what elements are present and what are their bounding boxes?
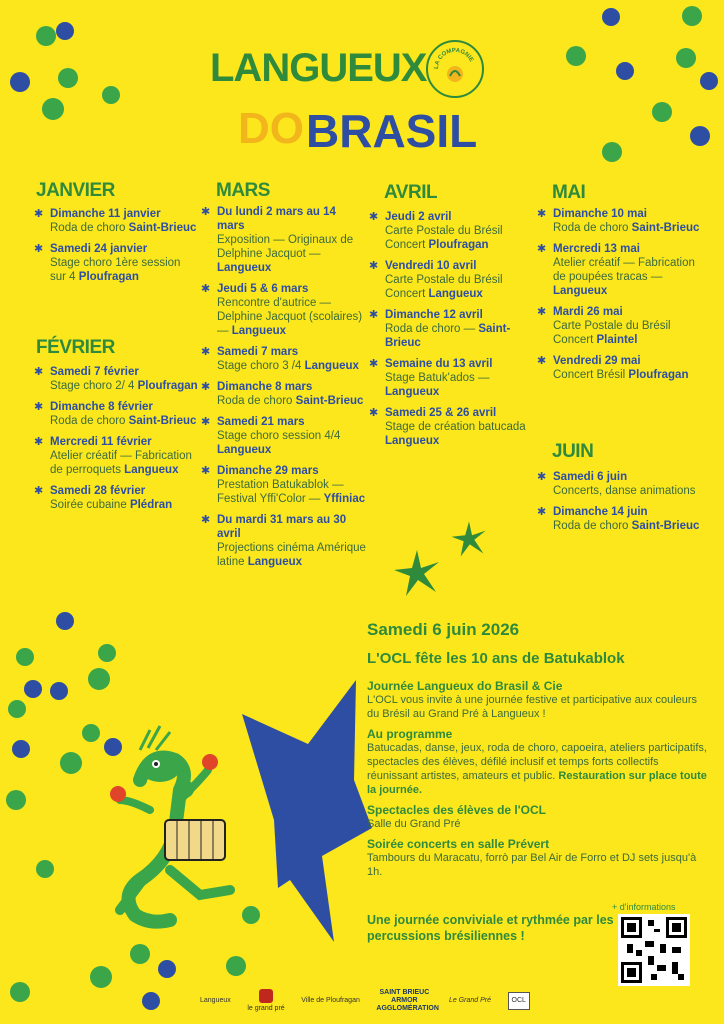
bullet-star-icon: ✱ — [369, 211, 379, 223]
event-description: Exposition — Originaux de Delphine Jacquot — — [217, 234, 354, 260]
event-item — [537, 207, 702, 235]
bullet-star-icon: ✱ — [537, 471, 547, 483]
event-place: Saint-Brieuc — [631, 520, 700, 532]
event-date: Vendredi 29 mai — [553, 355, 641, 367]
event-item — [537, 305, 702, 347]
event-place: Langueux — [385, 386, 440, 398]
event-description: Roda de choro — [553, 222, 629, 234]
event-item — [369, 406, 534, 448]
logo-ocl: OCL — [508, 992, 530, 1010]
event-date: Vendredi 10 avril — [385, 260, 477, 272]
bullet-star-icon: ✱ — [201, 381, 211, 393]
logo-le-grand-pre-red: le grand pré — [247, 989, 284, 1013]
info-heading-soiree: Soirée concerts en salle Prévert — [367, 837, 550, 851]
info-text-soiree: Tambours du Maracatu, forrò par Bel Air de Forro et DJ sets jusqu'à 1h. — [367, 852, 697, 878]
events-mars — [201, 205, 366, 576]
events-janvier — [34, 207, 199, 291]
event-item — [34, 400, 199, 428]
event-description: Prestation Batukablok — Festival Yffi'Color — — [217, 479, 344, 505]
event-date: Semaine du 13 avril — [385, 358, 493, 370]
bullet-star-icon: ✱ — [34, 366, 44, 378]
event-place: Saint-Brieuc — [128, 222, 197, 234]
title-brasil: BRASIL — [306, 105, 478, 157]
event-date: Du lundi 2 mars au 14 mars — [217, 206, 336, 232]
highlight-date: Samedi 6 juin 2026 — [367, 620, 520, 639]
bullet-star-icon: ✱ — [34, 208, 44, 220]
event-description: Concert Brésil — [553, 369, 626, 381]
bullet-star-icon: ✱ — [537, 355, 547, 367]
event-place: Plaintel — [596, 334, 638, 346]
event-date: Samedi 24 janvier — [50, 243, 148, 255]
bullet-star-icon: ✱ — [369, 407, 379, 419]
event-place: Saint-Brieuc — [385, 323, 511, 349]
green-star-small-icon — [450, 520, 488, 558]
event-date: Samedi 6 juin — [553, 471, 628, 483]
month-janvier: JANVIER — [36, 180, 115, 201]
event-date: Dimanche 29 mars — [217, 465, 319, 477]
info-heading-journee: Journée Langueux do Brasil & Cie — [367, 679, 563, 693]
event-item — [369, 210, 534, 252]
event-place: Yffiniac — [323, 493, 366, 505]
lizard-drummer-icon — [80, 720, 250, 930]
event-item — [369, 357, 534, 399]
event-item — [537, 470, 702, 498]
event-item — [201, 205, 366, 275]
event-item — [537, 354, 702, 382]
bullet-star-icon: ✱ — [201, 416, 211, 428]
event-place: Saint-Brieuc — [631, 222, 700, 234]
bullet-star-icon: ✱ — [34, 401, 44, 413]
info-heading-programme: Au programme — [367, 727, 453, 741]
bullet-star-icon: ✱ — [34, 436, 44, 448]
event-description: Stage choro 3 /4 — [217, 360, 302, 372]
event-item — [34, 435, 199, 477]
bullet-star-icon: ✱ — [369, 309, 379, 321]
info-text-programme: Batucadas, danse, jeux, roda de choro, capoeira, ateliers participatifs, spectacles des élèves, défilé inclusif et temps forts collectifs réunissant artistes, amateurs et public. Restauration sur place toute la journée. — [367, 742, 707, 796]
event-date: Dimanche 8 mars — [217, 381, 313, 393]
event-date: Dimanche 8 février — [50, 401, 153, 413]
event-date: Dimanche 10 mai — [553, 208, 647, 220]
info-text-spectacles: Salle du Grand Pré — [367, 818, 461, 830]
event-description: Atelier créatif — Fabrication de perroquets — [50, 450, 192, 476]
events-juin — [537, 470, 702, 540]
event-item — [201, 282, 366, 338]
event-description: Carte Postale du Brésil Concert — [385, 274, 503, 300]
tagline: Une journée conviviale et rythmée par les percussions brésiliennes ! — [367, 913, 614, 943]
bullet-star-icon: ✱ — [537, 506, 547, 518]
badge-text: LA COMPAGNIE — [433, 47, 475, 70]
event-description: Concerts, danse animations — [553, 485, 696, 497]
event-place: Langueux — [304, 360, 359, 372]
event-date: Samedi 25 & 26 avril — [385, 407, 497, 419]
event-place: Ploufragan — [428, 239, 489, 251]
event-date: Dimanche 14 juin — [553, 506, 648, 518]
event-description: Stage choro session 4/4 — [217, 430, 341, 442]
month-avril: AVRIL — [384, 182, 438, 203]
event-date: Mercredi 13 mai — [553, 243, 640, 255]
event-date: Dimanche 11 janvier — [50, 208, 161, 220]
bullet-star-icon: ✱ — [201, 465, 211, 477]
title-langueux: LANGUEUX — [210, 46, 427, 90]
month-mars: MARS — [216, 180, 270, 201]
event-description: Roda de choro — [50, 415, 126, 427]
bullet-star-icon: ✱ — [537, 306, 547, 318]
events-avril — [369, 210, 534, 455]
event-description: Roda de choro — — [385, 323, 476, 335]
event-description: Roda de choro — [50, 222, 126, 234]
event-date: Du mardi 31 mars au 30 avril — [217, 514, 347, 540]
event-date: Mardi 26 mai — [553, 306, 623, 318]
bullet-star-icon: ✱ — [201, 283, 211, 295]
bullet-star-icon: ✱ — [201, 346, 211, 358]
event-item — [34, 484, 199, 512]
event-item — [201, 345, 366, 373]
compagnie-badge-logo — [426, 40, 484, 98]
event-place: Ploufragan — [137, 380, 198, 392]
event-place: Ploufragan — [78, 271, 139, 283]
event-place: Langueux — [428, 288, 483, 300]
event-item — [537, 505, 702, 533]
logo-langueux: Langueux — [200, 997, 231, 1004]
bullet-star-icon: ✱ — [369, 260, 379, 272]
partner-logos — [200, 984, 530, 1018]
more-info-label: + d'informations — [612, 902, 676, 912]
event-place: Langueux — [247, 556, 303, 568]
event-place: Langueux — [553, 285, 608, 297]
event-item — [34, 242, 199, 284]
event-place: Saint-Brieuc — [128, 415, 197, 427]
title-do: DO — [238, 104, 304, 153]
event-item — [34, 207, 199, 235]
event-place: Plédran — [129, 499, 173, 511]
event-place: Langueux — [231, 325, 287, 337]
bullet-star-icon: ✱ — [201, 514, 211, 526]
event-description: Soirée cubaine — [50, 499, 127, 511]
event-item — [201, 513, 366, 569]
events-mai — [537, 207, 702, 389]
events-fevrier — [34, 365, 199, 519]
bullet-star-icon: ✱ — [537, 208, 547, 220]
event-place: Langueux — [385, 435, 440, 447]
event-description: Atelier créatif — Fabrication de poupées tracas — — [553, 257, 695, 283]
logo-saint-brieuc-armor: SAINT BRIEUC ARMOR AGGLOMÉRATION — [376, 989, 439, 1012]
qr-code[interactable] — [618, 914, 690, 986]
info-text-journee: L'OCL vous invite à une journée festive et participative aux couleurs du Brésil au Grand Pré à Langueux ! — [367, 694, 698, 720]
bullet-star-icon: ✱ — [537, 243, 547, 255]
event-date: Jeudi 5 & 6 mars — [217, 283, 309, 295]
event-place: Langueux — [217, 262, 272, 274]
event-item — [34, 365, 199, 393]
event-item — [369, 308, 534, 350]
event-date: Dimanche 12 avril — [385, 309, 483, 321]
bullet-star-icon: ✱ — [201, 206, 211, 218]
event-description: Carte Postale du Brésil Concert — [553, 320, 671, 346]
blue-star-icon — [238, 680, 373, 950]
event-item — [369, 259, 534, 301]
event-place: Saint-Brieuc — [295, 395, 364, 407]
event-date: Samedi 7 mars — [217, 346, 299, 358]
event-date: Jeudi 2 avril — [385, 211, 452, 223]
event-description: Stage de création batucada — [385, 421, 526, 433]
event-item — [201, 464, 366, 506]
event-info — [367, 620, 707, 879]
month-juin: JUIN — [552, 441, 594, 462]
event-description: Stage Batuk'ados — — [385, 372, 490, 384]
bullet-star-icon: ✱ — [369, 358, 379, 370]
event-date: Mercredi 11 février — [50, 436, 152, 448]
event-description: Rencontre d'autrice — Delphine Jacquot (scolaires) — — [217, 297, 363, 337]
month-fevrier: FÉVRIER — [36, 337, 115, 358]
event-item — [201, 415, 366, 457]
event-place: Langueux — [217, 444, 272, 456]
event-description: Roda de choro — [553, 520, 629, 532]
event-date: Samedi 7 février — [50, 366, 139, 378]
event-description: Projections cinéma Amérique latine — [217, 542, 366, 568]
green-star-icon — [392, 548, 442, 598]
info-heading-spectacles: Spectacles des élèves de l'OCL — [367, 803, 546, 817]
month-mai: MAI — [552, 182, 586, 203]
logo-le-grand-pre: Le Grand Pré — [448, 997, 491, 1004]
event-description: Stage choro 1ère session sur 4 — [50, 257, 181, 283]
bullet-star-icon: ✱ — [34, 485, 44, 497]
event-description: Stage choro 2/ 4 — [50, 380, 135, 392]
event-description: Roda de choro — [217, 395, 293, 407]
event-place: Ploufragan — [628, 369, 689, 381]
event-place: Langueux — [124, 464, 179, 476]
event-item — [201, 380, 366, 408]
event-item — [537, 242, 702, 298]
logo-ploufragan: Ville de Ploufragan — [301, 997, 360, 1004]
event-date: Samedi 28 février — [50, 485, 146, 497]
highlight-headline: L'OCL fête les 10 ans de Batukablok — [367, 650, 625, 667]
event-date: Samedi 21 mars — [217, 416, 305, 428]
bullet-star-icon: ✱ — [34, 243, 44, 255]
event-description: Carte Postale du Brésil Concert — [385, 225, 503, 251]
